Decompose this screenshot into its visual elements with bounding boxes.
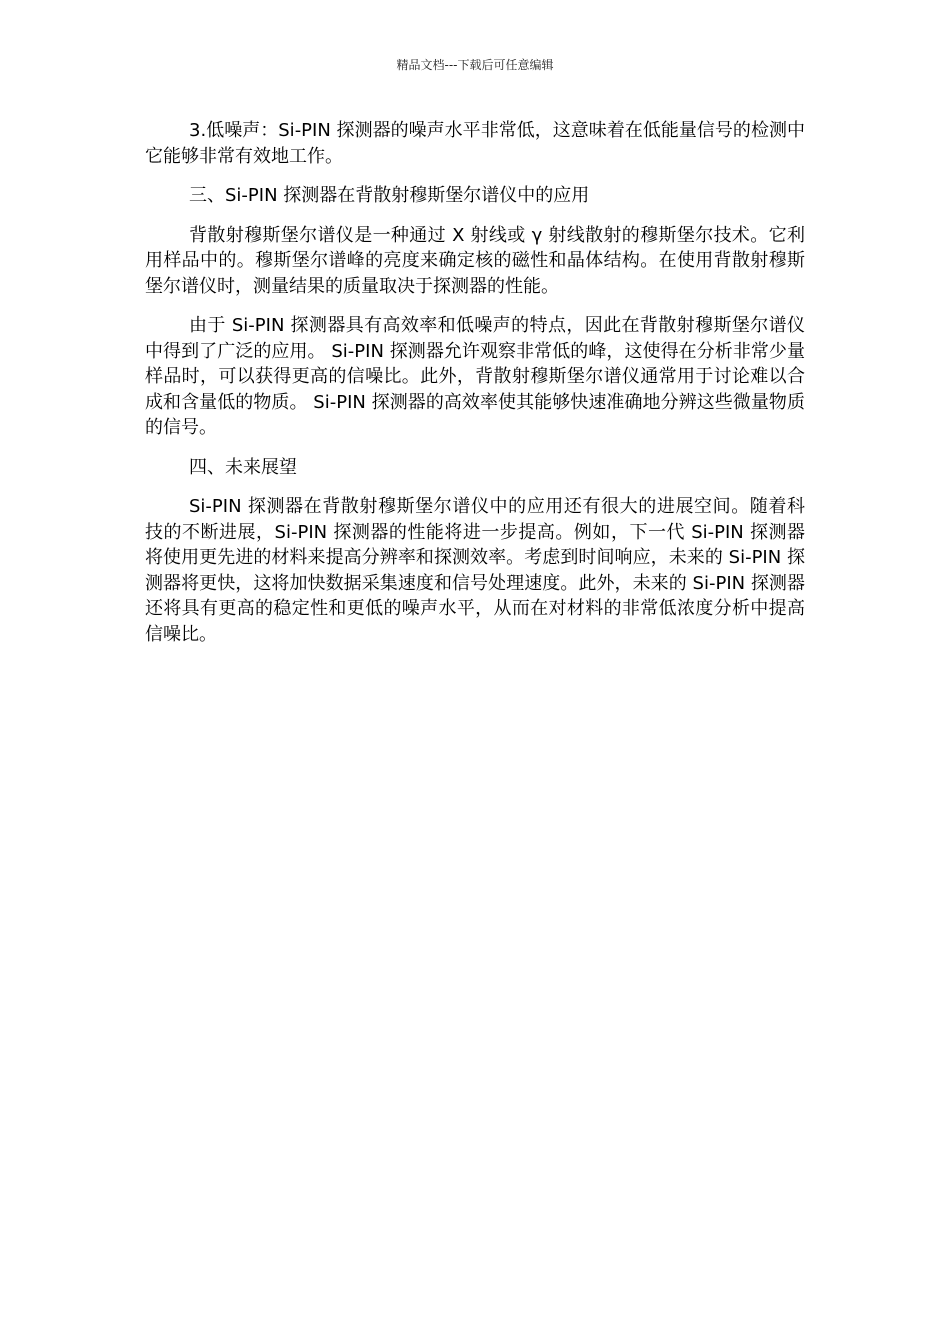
page-header: 精品文档---下载后可任意编辑: [396, 58, 554, 72]
paragraph-future-outlook: Si-PIN 探测器在背散射穆斯堡尔谱仪中的应用还有很大的进展空间。随着科技的不断进展，Si-PIN 探测器的性能将进一步提高。例如，下一代 Si-PIN 探测器将使用更先进的材料来提高分辨率和探测效率。考虑到时间响应，未来的 Si-PIN 探测器将更快，这将加快数据采集速度和信号处理速度。此外，未来的 Si-PIN 探测器还将具有更高的稳定性和更低的噪声水平，从而在对材料的非常低浓度分析中提高信噪比。: [145, 496, 805, 645]
section-heading-outlook: 四、未来展望: [189, 456, 297, 478]
section-heading-application: 三、Si-PIN 探测器在背散射穆斯堡尔谱仪中的应用: [189, 185, 590, 206]
document-body: [145, 118, 805, 661]
paragraph-low-noise: 3.低噪声：Si-PIN 探测器的噪声水平非常低，这意味着在低能量信号的检测中它能够非常有效地工作。: [145, 120, 805, 167]
paragraph-mossbauer-intro: 背散射穆斯堡尔谱仪是一种通过 X 射线或 γ 射线散射的穆斯堡尔技术。它利用样品中的。穆斯堡尔谱峰的亮度来确定核的磁性和晶体结构。在使用背散射穆斯堡尔谱仪时，测量结果的质量取决于探测器的性能。: [145, 224, 805, 297]
paragraph-sipin-advantages: 由于 Si-PIN 探测器具有高效率和低噪声的特点，因此在背散射穆斯堡尔谱仪中得到了广泛的应用。 Si-PIN 探测器允许观察非常低的峰，这使得在分析非常少量样品时，可以获得更高的信噪比。此外，背散射穆斯堡尔谱仪通常用于讨论难以合成和含量低的物质。 Si-PIN 探测器的高效率使其能够快速准确地分辨这些微量物质的信号。: [145, 315, 805, 438]
